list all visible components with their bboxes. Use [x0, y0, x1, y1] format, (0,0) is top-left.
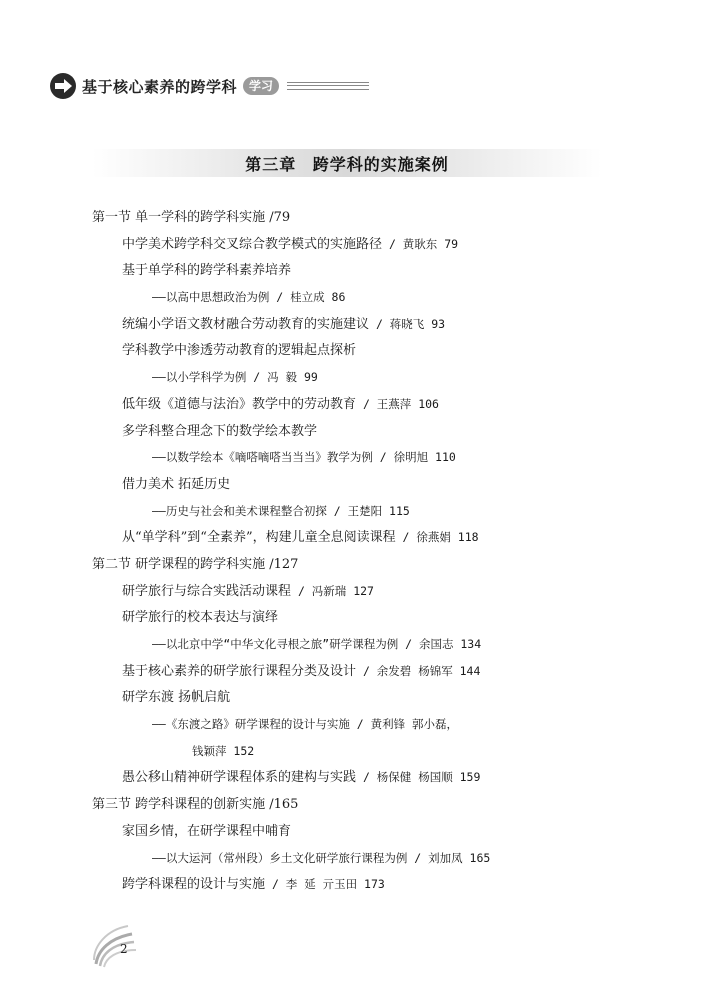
toc-entry-author-page: / 冯新瑞 127 — [291, 583, 374, 598]
toc-entry — [92, 284, 632, 311]
page-footer — [92, 920, 152, 970]
toc-entry-title: 从“单学科”到“全素养”，构建儿童全息阅读课程 — [122, 530, 396, 546]
chapter-title: 第三章 跨学科的实施案例 — [245, 154, 449, 174]
toc-section-heading — [92, 791, 632, 818]
toc-entry — [92, 818, 632, 845]
toc-entry-author-page: ——以数学绘本《嘀嗒嘀嗒当当当》教学为例 / 徐明旭 110 — [152, 450, 456, 465]
page-number: 2 — [120, 942, 128, 956]
toc-entry-title: 跨学科课程的设计与实施 — [122, 877, 266, 893]
toc-section-heading — [92, 551, 632, 578]
toc-entry-title: 统编小学语文教材融合劳动教育的实施建议 — [122, 316, 370, 332]
toc-entry — [92, 578, 632, 605]
running-header — [50, 70, 369, 102]
toc-entry-title: 研学旅行与综合实践活动课程 — [122, 583, 292, 599]
toc-entry — [92, 764, 632, 791]
toc-entry-title: 家国乡情，在研学课程中哺育 — [122, 823, 292, 839]
toc-entry — [92, 311, 632, 338]
arrow-right-icon — [50, 73, 76, 99]
toc-entry — [92, 364, 632, 391]
toc-entry — [92, 498, 632, 525]
toc-entry — [92, 604, 632, 631]
running-header-title: 基于核心素养的跨学科 — [82, 77, 238, 96]
toc-entry — [92, 257, 632, 284]
toc-entry-title: 第一节 单一学科的跨学科实施 /79 — [92, 210, 291, 225]
toc-entry — [92, 658, 632, 685]
toc-entry — [92, 444, 632, 471]
toc-entry-author-page: ——以高中思想政治为例 / 桂立成 86 — [152, 290, 346, 305]
toc-entry-author-page: / 李 延 亓玉田 173 — [265, 877, 385, 892]
toc-entry-author-page: / 黄耿东 79 — [382, 236, 459, 251]
toc-entry-title: 基于核心素养的研学旅行课程分类及设计 — [122, 663, 357, 679]
toc-entry-title: 中学美术跨学科交叉综合教学模式的实施路径 — [122, 236, 383, 252]
toc-entry — [92, 418, 632, 445]
toc-entry — [92, 631, 632, 658]
toc-entry-author-page: / 余发碧 杨锦军 144 — [356, 663, 481, 678]
running-header-tag: 学习 — [243, 77, 279, 95]
toc-entry-title: 第二节 研学课程的跨学科实施 /127 — [92, 556, 299, 572]
toc-entry-author-page: ——以北京中学“中华文化寻根之旅”研学课程为例 / 余国志 134 — [152, 637, 482, 651]
toc-entry — [92, 471, 632, 498]
toc-entry — [92, 711, 632, 738]
table-of-contents — [92, 204, 632, 898]
toc-section-heading — [92, 204, 632, 231]
toc-entry — [92, 738, 632, 765]
toc-entry-author-page: / 杨保健 杨国顺 159 — [356, 770, 481, 785]
toc-entry-title: 基于单学科的跨学科素养培养 — [122, 263, 292, 279]
toc-entry-title: 研学旅行的校本表达与演绎 — [122, 610, 279, 626]
toc-entry — [92, 684, 632, 711]
chapter-banner — [92, 149, 602, 177]
toc-entry-author-page: 钱颖萍 152 — [192, 743, 255, 758]
header-decorative-rule — [287, 82, 369, 90]
toc-entry — [92, 524, 632, 551]
toc-entry-title: 研学东渡 扬帆启航 — [122, 690, 231, 706]
toc-entry-author-page: ——以大运河（常州段）乡土文化研学旅行课程为例 / 刘加凤 165 — [152, 850, 491, 865]
toc-entry-author-page: ——《东渡之路》研学课程的设计与实施 / 黄利锋 郭小磊， — [152, 717, 459, 732]
toc-entry-title: 借力美术 拓延历史 — [122, 476, 231, 492]
toc-entry-author-page: / 蒋晓飞 93 — [369, 316, 446, 331]
toc-entry-title: 多学科整合理念下的数学绘本教学 — [122, 423, 318, 439]
toc-entry-title: 学科教学中渗透劳动教育的逻辑起点探析 — [122, 343, 357, 359]
toc-entry — [92, 231, 632, 258]
toc-entry-author-page: / 王燕萍 106 — [356, 396, 439, 411]
toc-entry — [92, 845, 632, 872]
toc-entry-author-page: ——以小学科学为例 / 冯 毅 99 — [152, 370, 318, 385]
toc-entry-author-page: / 徐燕娟 118 — [395, 530, 479, 545]
toc-entry — [92, 871, 632, 898]
toc-entry — [92, 337, 632, 364]
toc-entry-title: 低年级《道德与法治》教学中的劳动教育 — [122, 396, 357, 412]
toc-entry-author-page: ——历史与社会和美术课程整合初探 / 王楚阳 115 — [152, 503, 410, 518]
toc-entry — [92, 391, 632, 418]
toc-entry-title: 第三节 跨学科课程的创新实施 /165 — [92, 797, 299, 813]
toc-entry-title: 愚公移山精神研学课程体系的建构与实践 — [122, 770, 357, 786]
